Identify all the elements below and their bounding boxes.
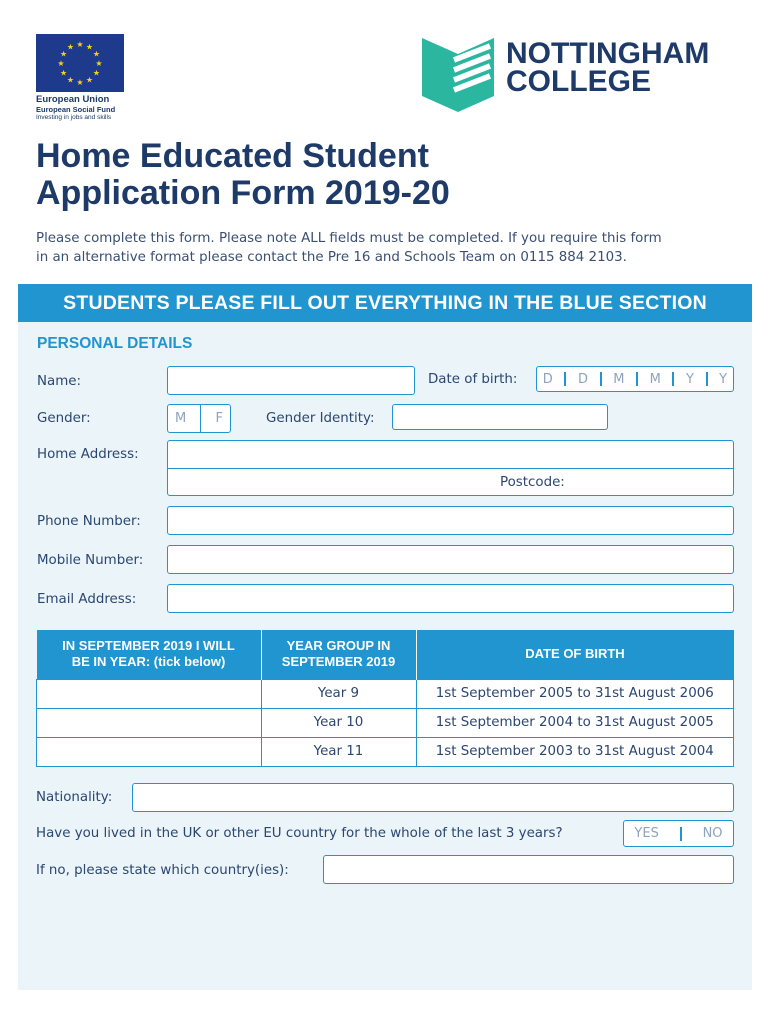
email-field[interactable] <box>167 584 734 613</box>
nationality-label: Nationality: <box>36 790 113 805</box>
mobile-label: Mobile Number: <box>37 553 144 568</box>
year-cell: Year 9 <box>261 679 416 708</box>
tick-cell-year-11[interactable] <box>37 737 262 766</box>
eu-logo-line1: European Union <box>36 94 110 105</box>
dob-label: Date of birth: <box>428 372 518 387</box>
header-year-group-line1: YEAR GROUP IN <box>286 638 391 654</box>
country-field[interactable] <box>323 855 734 884</box>
home-address-label: Home Address: <box>37 447 139 462</box>
dob-month-2: M <box>649 371 661 387</box>
address-divider <box>168 468 733 469</box>
intro-text <box>36 229 736 267</box>
gender-option-f[interactable]: F <box>215 411 223 426</box>
nottingham-college-logo <box>420 34 740 114</box>
eu-logo <box>36 34 126 122</box>
dob-range-cell: 1st September 2004 to 31st August 2005 <box>416 708 734 737</box>
home-address-field[interactable] <box>167 440 734 496</box>
page-title <box>36 138 450 212</box>
divider <box>200 404 201 433</box>
eu-star-icon: ★ <box>59 68 68 78</box>
gender-identity-label: Gender Identity: <box>266 411 375 426</box>
dob-month-1: M <box>613 371 625 387</box>
divider <box>672 372 674 386</box>
eu-star-icon: ★ <box>76 40 84 49</box>
yes-option[interactable]: YES <box>634 826 659 841</box>
phone-label: Phone Number: <box>37 514 141 529</box>
book-icon <box>420 34 500 114</box>
eu-star-icon: ★ <box>59 49 68 59</box>
college-name-line1: NOTTINGHAM <box>506 37 710 70</box>
personal-details-heading: PERSONAL DETAILS <box>37 335 193 352</box>
eu-star-icon: ★ <box>85 42 94 52</box>
header-year-tick-line1: IN SEPTEMBER 2019 I WILL <box>62 638 235 654</box>
divider <box>636 372 638 386</box>
college-name <box>506 37 710 98</box>
section-banner: STUDENTS PLEASE FILL OUT EVERYTHING IN THE BLUE SECTION <box>18 284 752 322</box>
divider <box>564 372 566 386</box>
header-year-tick <box>37 630 262 679</box>
dob-year-1: Y <box>686 371 694 387</box>
eu-star-icon: ★ <box>57 59 65 68</box>
college-name-line2: COLLEGE <box>506 65 652 98</box>
header-year-tick-line2: BE IN YEAR: (tick below) <box>71 654 226 670</box>
header-year-group <box>261 630 416 679</box>
eu-star-icon: ★ <box>66 42 75 52</box>
dob-day-1: D <box>542 371 553 387</box>
eu-flag-icon <box>36 34 124 92</box>
table-row <box>37 737 734 766</box>
divider <box>706 372 708 386</box>
title-line2: Application Form 2019-20 <box>36 174 450 212</box>
dob-year-2: Y <box>719 371 728 387</box>
header-date-of-birth: DATE OF BIRTH <box>416 630 734 679</box>
eu-star-icon: ★ <box>66 75 75 85</box>
eu-star-icon: ★ <box>95 59 103 68</box>
dob-range-cell: 1st September 2003 to 31st August 2004 <box>416 737 734 766</box>
eu-star-icon: ★ <box>85 75 94 85</box>
gender-selector[interactable] <box>167 404 231 433</box>
dob-day-2: D <box>578 371 589 387</box>
eu-star-icon: ★ <box>92 68 101 78</box>
intro-line1: Please complete this form. Please note ALL fields must be completed. If you require this form <box>36 231 662 246</box>
eu-logo-line3: Investing in jobs and skills <box>36 114 112 121</box>
tick-cell-year-9[interactable] <box>37 679 262 708</box>
year-cell: Year 11 <box>261 737 416 766</box>
uk-residence-question: Have you lived in the UK or other EU country for the whole of the last 3 years? <box>36 826 563 841</box>
year-cell: Year 10 <box>261 708 416 737</box>
no-option[interactable]: NO <box>702 826 723 841</box>
table-header-row <box>37 630 734 679</box>
phone-field[interactable] <box>167 506 734 535</box>
table-row <box>37 679 734 708</box>
dob-field[interactable] <box>536 366 734 392</box>
email-label: Email Address: <box>37 592 137 607</box>
postcode-label: Postcode: <box>500 475 565 490</box>
name-label: Name: <box>37 374 82 389</box>
eu-star-icon: ★ <box>92 49 101 59</box>
uk-residence-yes-no[interactable] <box>623 820 734 847</box>
title-line1: Home Educated Student <box>36 137 429 175</box>
tick-cell-year-10[interactable] <box>37 708 262 737</box>
eu-logo-line2: European Social Fund <box>36 105 116 114</box>
intro-line2: in an alternative format please contact the Pre 16 and Schools Team on 0115 884 2103. <box>36 250 627 265</box>
mobile-field[interactable] <box>167 545 734 574</box>
gender-label: Gender: <box>37 411 91 426</box>
year-group-table <box>36 630 734 767</box>
nationality-field[interactable] <box>132 783 734 812</box>
gender-identity-field[interactable] <box>392 404 608 430</box>
gender-option-m[interactable]: M <box>175 411 187 426</box>
divider <box>680 827 682 841</box>
header-year-group-line2: SEPTEMBER 2019 <box>281 654 396 670</box>
name-field[interactable] <box>167 366 415 395</box>
country-label: If no, please state which country(ies): <box>36 863 289 878</box>
divider <box>600 372 602 386</box>
eu-star-icon: ★ <box>76 78 84 87</box>
table-row <box>37 708 734 737</box>
dob-range-cell: 1st September 2005 to 31st August 2006 <box>416 679 734 708</box>
